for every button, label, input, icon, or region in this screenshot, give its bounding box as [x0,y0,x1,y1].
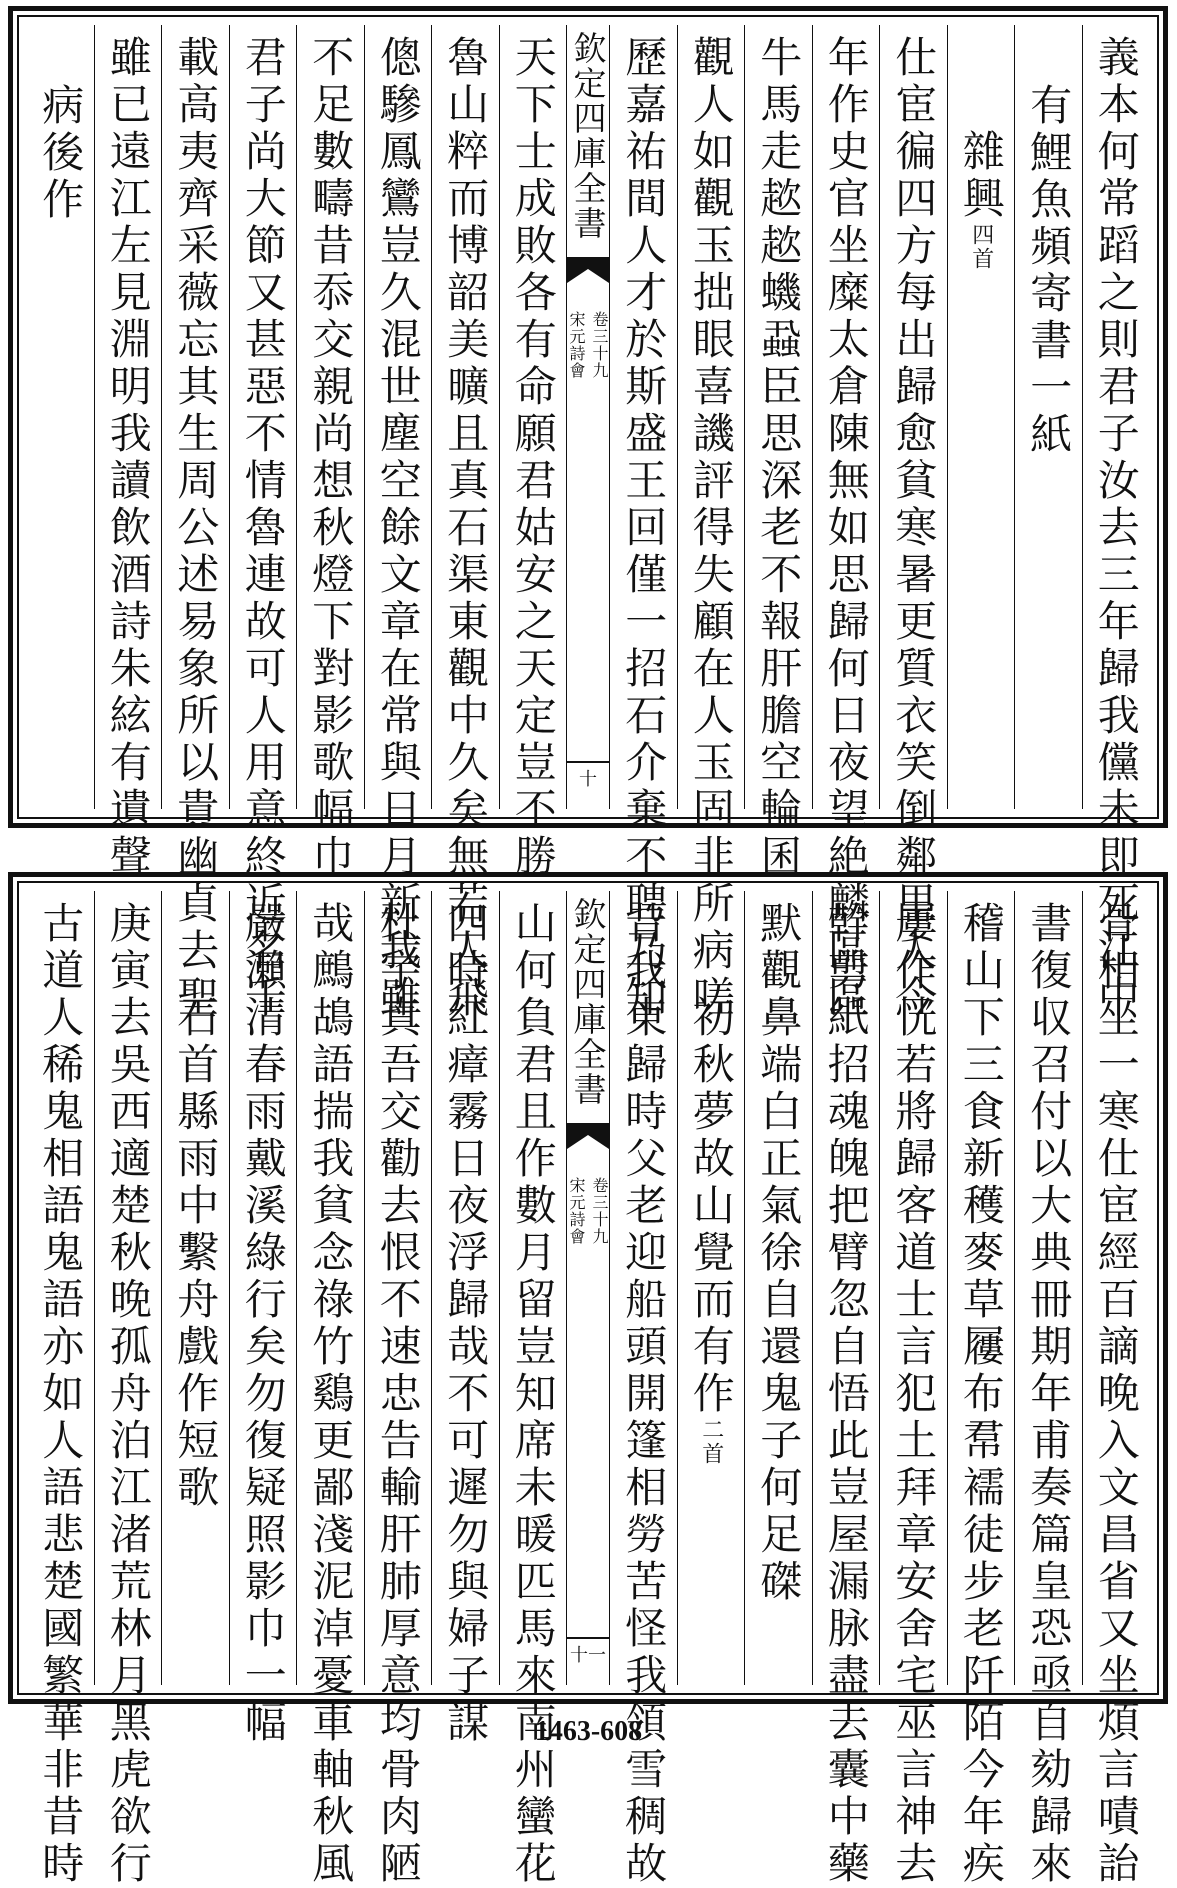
column-text: 昔我東歸時父老迎船頭開篷相勞苦怪我領雪稠故 [619,901,669,1888]
collection-name: 宋元詩會 [567,1177,586,1245]
column-text: 仕宦徧四方每出歸愈貧寒暑更質衣笑倒鄰里人今 [889,35,939,1022]
text-column [229,25,297,1022]
collection-title: 欽定四庫全書 [568,897,608,1107]
column-text: 古道人稀鬼相語鬼語亦如人語悲楚國繁華非昔時 [36,901,86,1888]
column-text: 書復収召付以大典冊期年甫奏篇皇恐亟自劾歸來 [1024,901,1074,1888]
column-text: 初秋夢故山覺而有作 [686,995,736,1418]
text-column [1082,891,1150,1888]
column-text: 骨相坐一寒仕宦經百謫晚入文昌省又坐煩言嘖詒 [1091,901,1141,1888]
text-column [364,891,432,1888]
text-column [27,25,94,809]
column-text: 嚴瀨清春雨戴溪綠行矣勿復疑照影巾一幅 [238,901,288,1747]
column-text: 觀人如觀玉拙眼喜譏評得失顧在人玉固非所病嗟 [686,35,736,1022]
text-column [296,891,364,1888]
page-number: 1463-608 [534,1716,643,1747]
volume-number: 卷三十九 [590,311,609,379]
column-text: 不足數疇昔忝交親尚想秋燈下對影歌幅巾 [306,35,356,881]
column-text: 雖已遠江左見淵明我讀飲酒詩朱絃有遺聲 [103,35,153,881]
column-text: 年作史官坐糜太倉陳無如思歸何日夜望絶麟區區 [821,35,871,1022]
text-column [499,25,567,881]
column-text: 義本何常蹈之則君子汝去三年歸我儻未即死江中 [1091,35,1141,1022]
text-column [609,891,677,1888]
leaf-number: 十一 [567,1637,609,1667]
column-text: 庚寅去吳西適楚秋晚孤舟泊江渚荒林月黑虎欲行 [103,901,153,1888]
text-column [431,891,499,1747]
column-text: 屢作恍若將歸客道士言犯土拜章安舍宅巫言神去 [889,901,939,1888]
top-page-panel [8,6,1168,1022]
column-text: 天下士成敗各有命願君姑安之天定豈不勝 [508,35,558,881]
text-column [947,891,1015,1888]
text-columns [27,25,1149,1022]
volume-number: 卷三十九 [590,1177,609,1245]
column-text: 稽山下三食新穫麥草屨布帬襦徒步老阡陌今年疾 [956,901,1006,1888]
collection-name: 宋元詩會 [567,311,586,379]
text-column [744,25,812,881]
annotation-note: 二首 [698,1418,724,1466]
text-column [229,891,297,1747]
column-text: 有鯉魚頻寄書一紙 [1024,83,1074,459]
text-column [94,25,162,881]
column-text: 魯山粹而博韶美曠且真石渠東觀中久矣無若人飛 [441,35,491,1022]
text-column [364,25,432,1022]
text-column [744,891,812,1685]
text-column [1014,25,1082,809]
column-text: 載高夷齊采薇忘其生周公述易象所以貴幽貞去聖 [171,35,221,1022]
text-column [94,891,162,1888]
column-text: 山何負君且作數月留豈知席未暖匹馬來南州蠻花 [508,901,558,1888]
column-text: 幹剪紙招魂魄把臂忽自悟此豈屋漏脉盡去囊中藥 [821,901,871,1888]
column-text: 石首縣雨中繫舟戲作短歌 [171,995,221,1512]
text-column [161,891,229,1685]
text-column [161,25,229,1022]
text-column [812,25,880,1022]
text-column [879,891,947,1888]
text-column [1014,891,1082,1888]
text-column [947,25,1015,809]
column-text: 默觀鼻端白正氣徐自還鬼子何足磔 [754,901,804,1606]
column-text: 杜宇真吾交勸去恨不速忠告輸肝肺厚意均骨肉陋 [373,901,423,1888]
collection-title: 欽定四庫全書 [568,31,608,241]
center-fold-block [566,891,609,1685]
column-text: 病後作 [36,83,86,224]
column-text: 牛馬走趑趑蟣蝨臣思深老不報肝膽空輪囷 [754,35,804,881]
fishtail-mark [567,257,609,285]
text-column [499,891,567,1888]
column-text: 君子尚大節又甚惡不情魯連故可人用意終近名千 [238,35,288,1022]
text-column [431,25,499,1022]
text-column [296,25,364,881]
text-column [27,891,94,1888]
text-column [812,891,880,1888]
leaf-number: 十 [567,761,609,791]
center-fold-block [566,25,609,809]
column-text: 哉鷓鴣語揣我貧念祿竹鷄更鄙淺泥淖憂車軸秋風 [306,901,356,1888]
fishtail-mark [567,1123,609,1151]
annotation-note: 四首 [968,223,994,271]
text-column [879,25,947,1022]
text-column [677,891,745,1685]
column-text: 歷嘉祐間人才於斯盛王回僅一招石介棄不聘乃知 [619,35,669,1022]
column-text: 傯驂鳳鸞豈久混世塵空餘文章在常與日月新我雖 [373,35,423,1022]
column-text: 四時紅瘴霧日夜浮歸哉不可遲勿與婦子謀 [441,901,491,1747]
text-column [1082,25,1150,1022]
text-column [677,25,745,1022]
column-text: 雜興 [956,129,1006,223]
text-column [609,25,677,1022]
